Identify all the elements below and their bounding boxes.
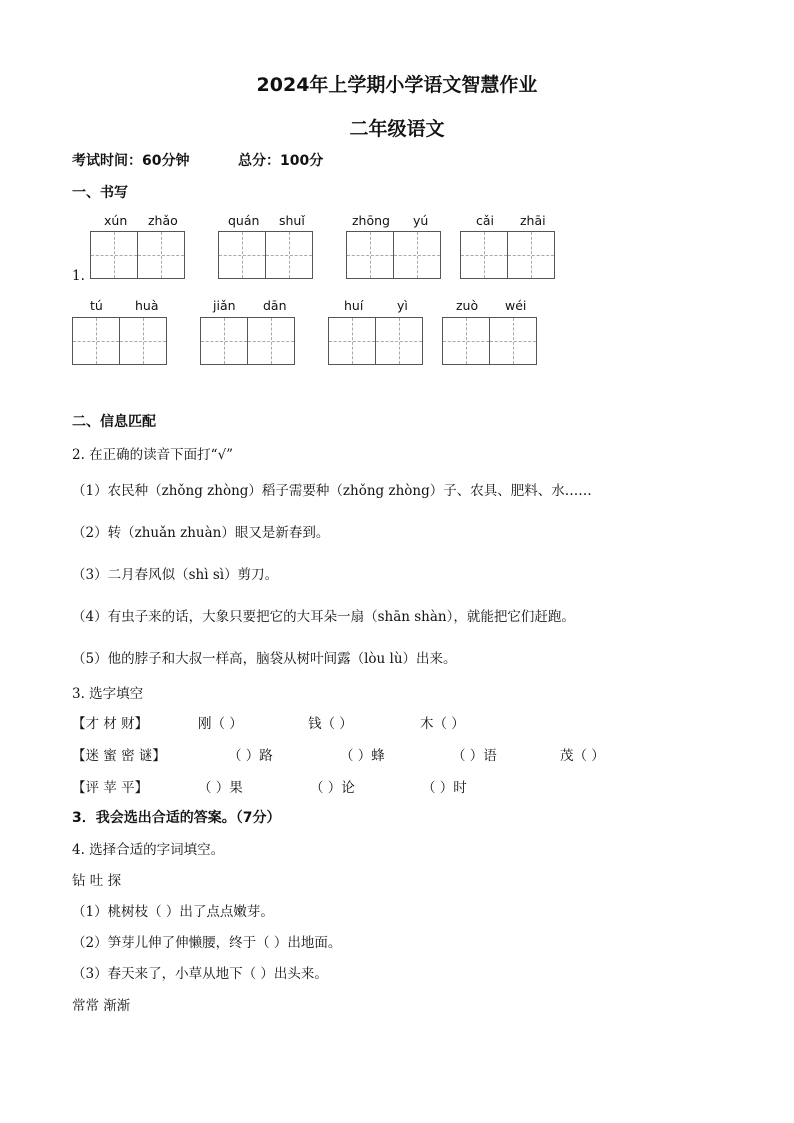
pinyin: huà	[135, 298, 159, 313]
exam-time: 考试时间：60分钟	[72, 153, 190, 169]
writing-cell[interactable]	[137, 231, 185, 279]
fill-blank[interactable]: （ ）路	[228, 748, 273, 764]
writing-cell[interactable]	[247, 317, 295, 365]
pinyin: dān	[263, 298, 287, 313]
q2-item: （4）有虫子来的话，大象只要把它的大耳朵一扇（shān shàn），就能把它们赶跑。	[72, 609, 575, 625]
total-score: 总分：100分	[238, 153, 324, 169]
writing-cell[interactable]	[489, 317, 537, 365]
writing-cell[interactable]	[460, 231, 508, 279]
writing-grid[interactable]	[200, 317, 294, 365]
q2-item: （3）二月春风似（shì sì）剪刀。	[72, 567, 279, 583]
pinyin: zhāi	[520, 213, 546, 228]
writing-cell[interactable]	[90, 231, 138, 279]
pinyin: quán	[228, 213, 260, 228]
fill-blank[interactable]: 刚（ ）	[198, 716, 243, 732]
writing-cell[interactable]	[200, 317, 248, 365]
fill-blank[interactable]: （ ）时	[422, 780, 467, 796]
writing-grid[interactable]	[72, 317, 166, 365]
char-group: 【评 苹 平】	[72, 780, 149, 796]
page-subtitle: 二年级语文	[349, 118, 445, 140]
writing-cell[interactable]	[507, 231, 555, 279]
writing-grid[interactable]	[218, 231, 312, 279]
writing-grid[interactable]	[442, 317, 536, 365]
q2-item: （5）他的脖子和大叔一样高，脑袋从树叶间露（lòu lù）出来。	[72, 651, 457, 667]
question-3: 3. 选字填空	[72, 686, 144, 702]
q2-item: （1）农民种（zhǒng zhòng）稻子需要种（zhǒng zhòng）子、农具、肥料、水……	[72, 483, 592, 499]
writing-cell[interactable]	[119, 317, 167, 365]
pinyin: zuò	[456, 298, 479, 313]
q4-item[interactable]: （2）笋芽儿伸了伸懒腰，终于（ ）出地面。	[72, 935, 342, 951]
pinyin: yì	[397, 298, 408, 313]
fill-blank[interactable]: （ ）果	[198, 780, 243, 796]
fill-blank[interactable]: （ ）蜂	[340, 748, 385, 764]
word-options: 钻 吐 探	[72, 873, 122, 889]
fill-blank[interactable]: 木（ ）	[420, 716, 465, 732]
writing-cell[interactable]	[72, 317, 120, 365]
writing-cell[interactable]	[393, 231, 441, 279]
section2-heading: 二、信息匹配	[72, 414, 156, 430]
pinyin: zhōng	[352, 213, 390, 228]
pinyin: jiǎn	[213, 298, 236, 313]
section3-heading: 3．我会选出合适的答案。（7分）	[72, 810, 281, 826]
pinyin: xún	[104, 213, 128, 228]
writing-cell[interactable]	[265, 231, 313, 279]
q4-item[interactable]: （1）桃树枝（ ）出了点点嫩芽。	[72, 904, 274, 920]
writing-cell[interactable]	[346, 231, 394, 279]
section1-heading: 一、书写	[72, 185, 128, 201]
writing-grid[interactable]	[90, 231, 184, 279]
char-group: 【迷 蜜 密 谜】	[72, 748, 166, 764]
question-2: 2. 在正确的读音下面打“√”	[72, 447, 234, 463]
question-number-1: 1.	[72, 268, 85, 284]
pinyin: cǎi	[476, 213, 495, 228]
char-group: 【才 材 财】	[72, 716, 149, 732]
fill-blank[interactable]: （ ）论	[310, 780, 355, 796]
page-title: 2024年上学期小学语文智慧作业	[256, 74, 538, 96]
fill-blank[interactable]: （ ）语	[452, 748, 497, 764]
pinyin: wéi	[505, 298, 527, 313]
pinyin: yú	[413, 213, 429, 228]
pinyin: huí	[344, 298, 364, 313]
writing-cell[interactable]	[375, 317, 423, 365]
writing-cell[interactable]	[442, 317, 490, 365]
writing-grid[interactable]	[460, 231, 554, 279]
fill-blank[interactable]: 茂（ ）	[560, 748, 605, 764]
word-options: 常常 渐渐	[72, 998, 131, 1014]
writing-grid[interactable]	[328, 317, 422, 365]
pinyin: zhǎo	[148, 213, 178, 228]
writing-cell[interactable]	[218, 231, 266, 279]
writing-cell[interactable]	[328, 317, 376, 365]
pinyin: shuǐ	[279, 213, 305, 228]
question-4: 4. 选择合适的字词填空。	[72, 842, 225, 858]
q2-item: （2）转（zhuǎn zhuàn）眼又是新春到。	[72, 525, 330, 541]
writing-grid[interactable]	[346, 231, 440, 279]
fill-blank[interactable]: 钱（ ）	[308, 716, 353, 732]
pinyin: tú	[90, 298, 103, 313]
q4-item[interactable]: （3）春天来了，小草从地下（ ）出头来。	[72, 966, 328, 982]
